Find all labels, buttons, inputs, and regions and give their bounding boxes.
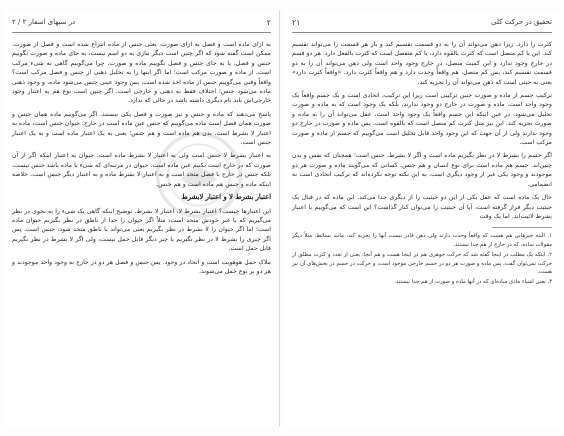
- right-paragraph: ترکیب جسم از ماده و صورت چنین ترکیبی است زیرا این ترکیب، اتحادی است و یک جسم واقعاً یک وجود واحد است. ماده و صورت در خارج دو وجود ندارند، بلکه یک وجود است که به ماده و صورت تحلیل می‌شود. در عین اینکه این جسم واقعاً یک وجود واحد است، عقل می‌تواند آن را به ماده و صورت تجزیه کند. این نیز مثل کثرت کم متصل است که بالقوه است. پس ماده و صورت در خارج دو وجود ندارند ولی از آن جهت که این وجود واحد قابل تحلیل است می‌گوییم که جسم از ماده و صورت مرکب است.: [292, 92, 552, 147]
- right-paragraph: کثرت را دارد. زیرا ذهن می‌تواند آن را به دو قسمت تقسیم کند و باز هر قسمت را می‌تواند تقسیم کند. این یا کم متصل است که کثرت بالقوه دارد، یا کم منفصل است که کثرت بالفعل دارد. هر دو قسم در خارج وجود ندارد و این کمیت متصل، در خارج وجود واحد است ولی ذهن می‌تواند آن را به دو قسمت تقسیم کند، پس کم متصل، هم واقعاً وحدت دارد و هم واقعاً کثرت دارد. «واقعاً کثرت دارد» یعنی به حیثی است که ذهن می‌تواند آن را تجزیه کند.: [292, 41, 552, 86]
- left-page-body: [12, 40, 271, 420]
- section-heading: اعتبار بشرط لا و اعتبار لابشرط: [181, 193, 271, 202]
- footnotes: [292, 232, 552, 286]
- left-paragraph: این اعتبارها چیست؟ اعتبار بشرط لا، اعتبار لا بشرط. توضیح اینکه گاهی یک شیء را به نحوی در نظر می‌گیریم که با غیر خودش متحد است، مثلاً اگر حیوان را جدا از ناطق در نظر بگیریم حیوان ماده است؛ اما اگر حیوان را لا بشرط در نظر بگیریم یعنی می‌تواند با ناطق متحد شود، جنس است. پس اگر چیزی را بشرط لا در نظر بگیریم با چیز دیگر قابل حمل نیست، ولی اگر لا بشرط در نظر بگیریم قابل حمل است.: [12, 207, 271, 253]
- right-page-running-title: تحقیق در حرکت کلی: [490, 18, 552, 26]
- right-page-number: ۲۱: [292, 17, 301, 27]
- left-page: [4, 10, 280, 426]
- left-page-number: ۲: [266, 17, 271, 27]
- left-header-rule: [12, 32, 271, 33]
- footnote-divider: [492, 227, 552, 228]
- left-paragraph: به ازای ماده است و فصل به ازای صورت، یعنی جنس از ماده انتزاع شده است و فصل از صورت. ممکن است گفته شود که اگر چنین است دیگر نیازی به دو اسم نیست، به جای ماده و صورت بگوییم جنس و فصل، یا به جای جنس و فصل بگوییم ماده و صورت. چرا می‌گوییم گاهی به شیء مرکب است. از ماده و صورت مرکب است؛ اما اگر اینها را به تحلیل ذهنی از جنس و فصل مرکب است؟ واقعاً وقتی می‌گوییم جنس از ماده اخذ شده است، پس وجود عینی جنس می‌شود ماده، و وجود ذهنی ماده می‌شود جنس؛ اختلاف فقط به ذهنی و خارجی است. اگر چنین است نوع هم به اعتبار وجود خارجی‌اش باید نام دیگری داشته باشد در حالی که ندارد.: [12, 41, 271, 105]
- left-page-header: [12, 14, 271, 30]
- left-paragraph: پاسخ می‌دهند که ماده و جنس و نیز صورت و فصل یکی نیستند. اگر می‌گوییم ماده همان جنس و صورت همان فصل است ماده می‌گوییم که جنس عین ماده است در خارج؛ حیوان جنس است، ماده به اعتبار لا بشرط است. بدن هم ماده است و هم جنس؛ یعنی به یک اعتبار ماده است و به یک اعتبار جنس است.: [12, 110, 271, 147]
- right-page: [284, 10, 560, 426]
- right-page-header: [292, 14, 552, 30]
- left-paragraph: ملاک حمل هوهویت است و اتحاد در وجود. پس جنس و فصل هر دو در خارج به وجود واحد موجودند و هر دو بر نوع حمل می‌شوند.: [12, 258, 271, 275]
- right-paragraph: اگر جسم را بشرط لا در نظر بگیریم ماده است و اگر لا بشرط، جنس است؛ همچنان که نفس و بدن چنین‌اند. جسم هم ماده است برای نوع انسان و هم جنس. کسانی که می‌گویند ماده و صورت هر دو موجودند و وجود یکی غیر از وجود دیگری است، به این نکته توجه نکرده‌اند که ترکیب اتحادی است نه انضمامی.: [292, 152, 552, 188]
- left-paragraph: به اعتبار بشرط لا جنس است ولی به اعتبار لا بشرط ماده است. حیوان به اعتبار اینکه اگر از آن صورت که در خارج است بکنیم عین ماده است. حیوان در مرتبه‌ای که شیء یا ماده باشد جنس نیست، بلکه جنس در خارج با فصل متحد است و به اعتبار لا بشرط ماده و به اعتبار دیگر جنس است. خلاصه اینکه ماده و جنس هم ماده است و هم جنس.: [12, 152, 271, 188]
- footnote: ۳. یعنی اشیاء مادی ساده‌ای که در آنها ماده و صورت از هم جدا نیستند.: [394, 279, 552, 286]
- right-paragraph: حال یک ماده است که عقل یکی از این دو حیثیت را از دیگری جدا می‌کند. این ماده که در قبال یک حیثیت دیگر قرار گرفته است، آیا آن حیثیت را می‌توان کنار گذاشت؟ این است که می‌گوییم با اعتبار بشرط لائیت‌اند. اما یک وقت: [292, 194, 552, 220]
- footnote: ۲. اینکه یک مطلب در اینجا گفته شد که حرکت جوهری هم در اینجا هست و هم آنجا: یعنی از تعدد و کثرت مطلق از حرکت نمی‌توان گفت، پس ماده و صورت هر دو در جسم خارجی موجود است، و حرکت در جسم در بخش‌های آن نیز هست.: [292, 252, 552, 275]
- footnote: ۱. البته چیزهایی هم هست که واقعاً وحدت دارند ولی ذهن قادر نیست آنها را تجزیه کند، مانند بسائط. مثلاً دیگر مقولات ساده، که در خارج از هم جدا نیستند.: [292, 233, 552, 248]
- left-page-running-title: در سیهای اسفار ۲ / ۲: [12, 18, 76, 26]
- right-header-rule: [292, 32, 552, 33]
- right-page-body: [292, 40, 552, 420]
